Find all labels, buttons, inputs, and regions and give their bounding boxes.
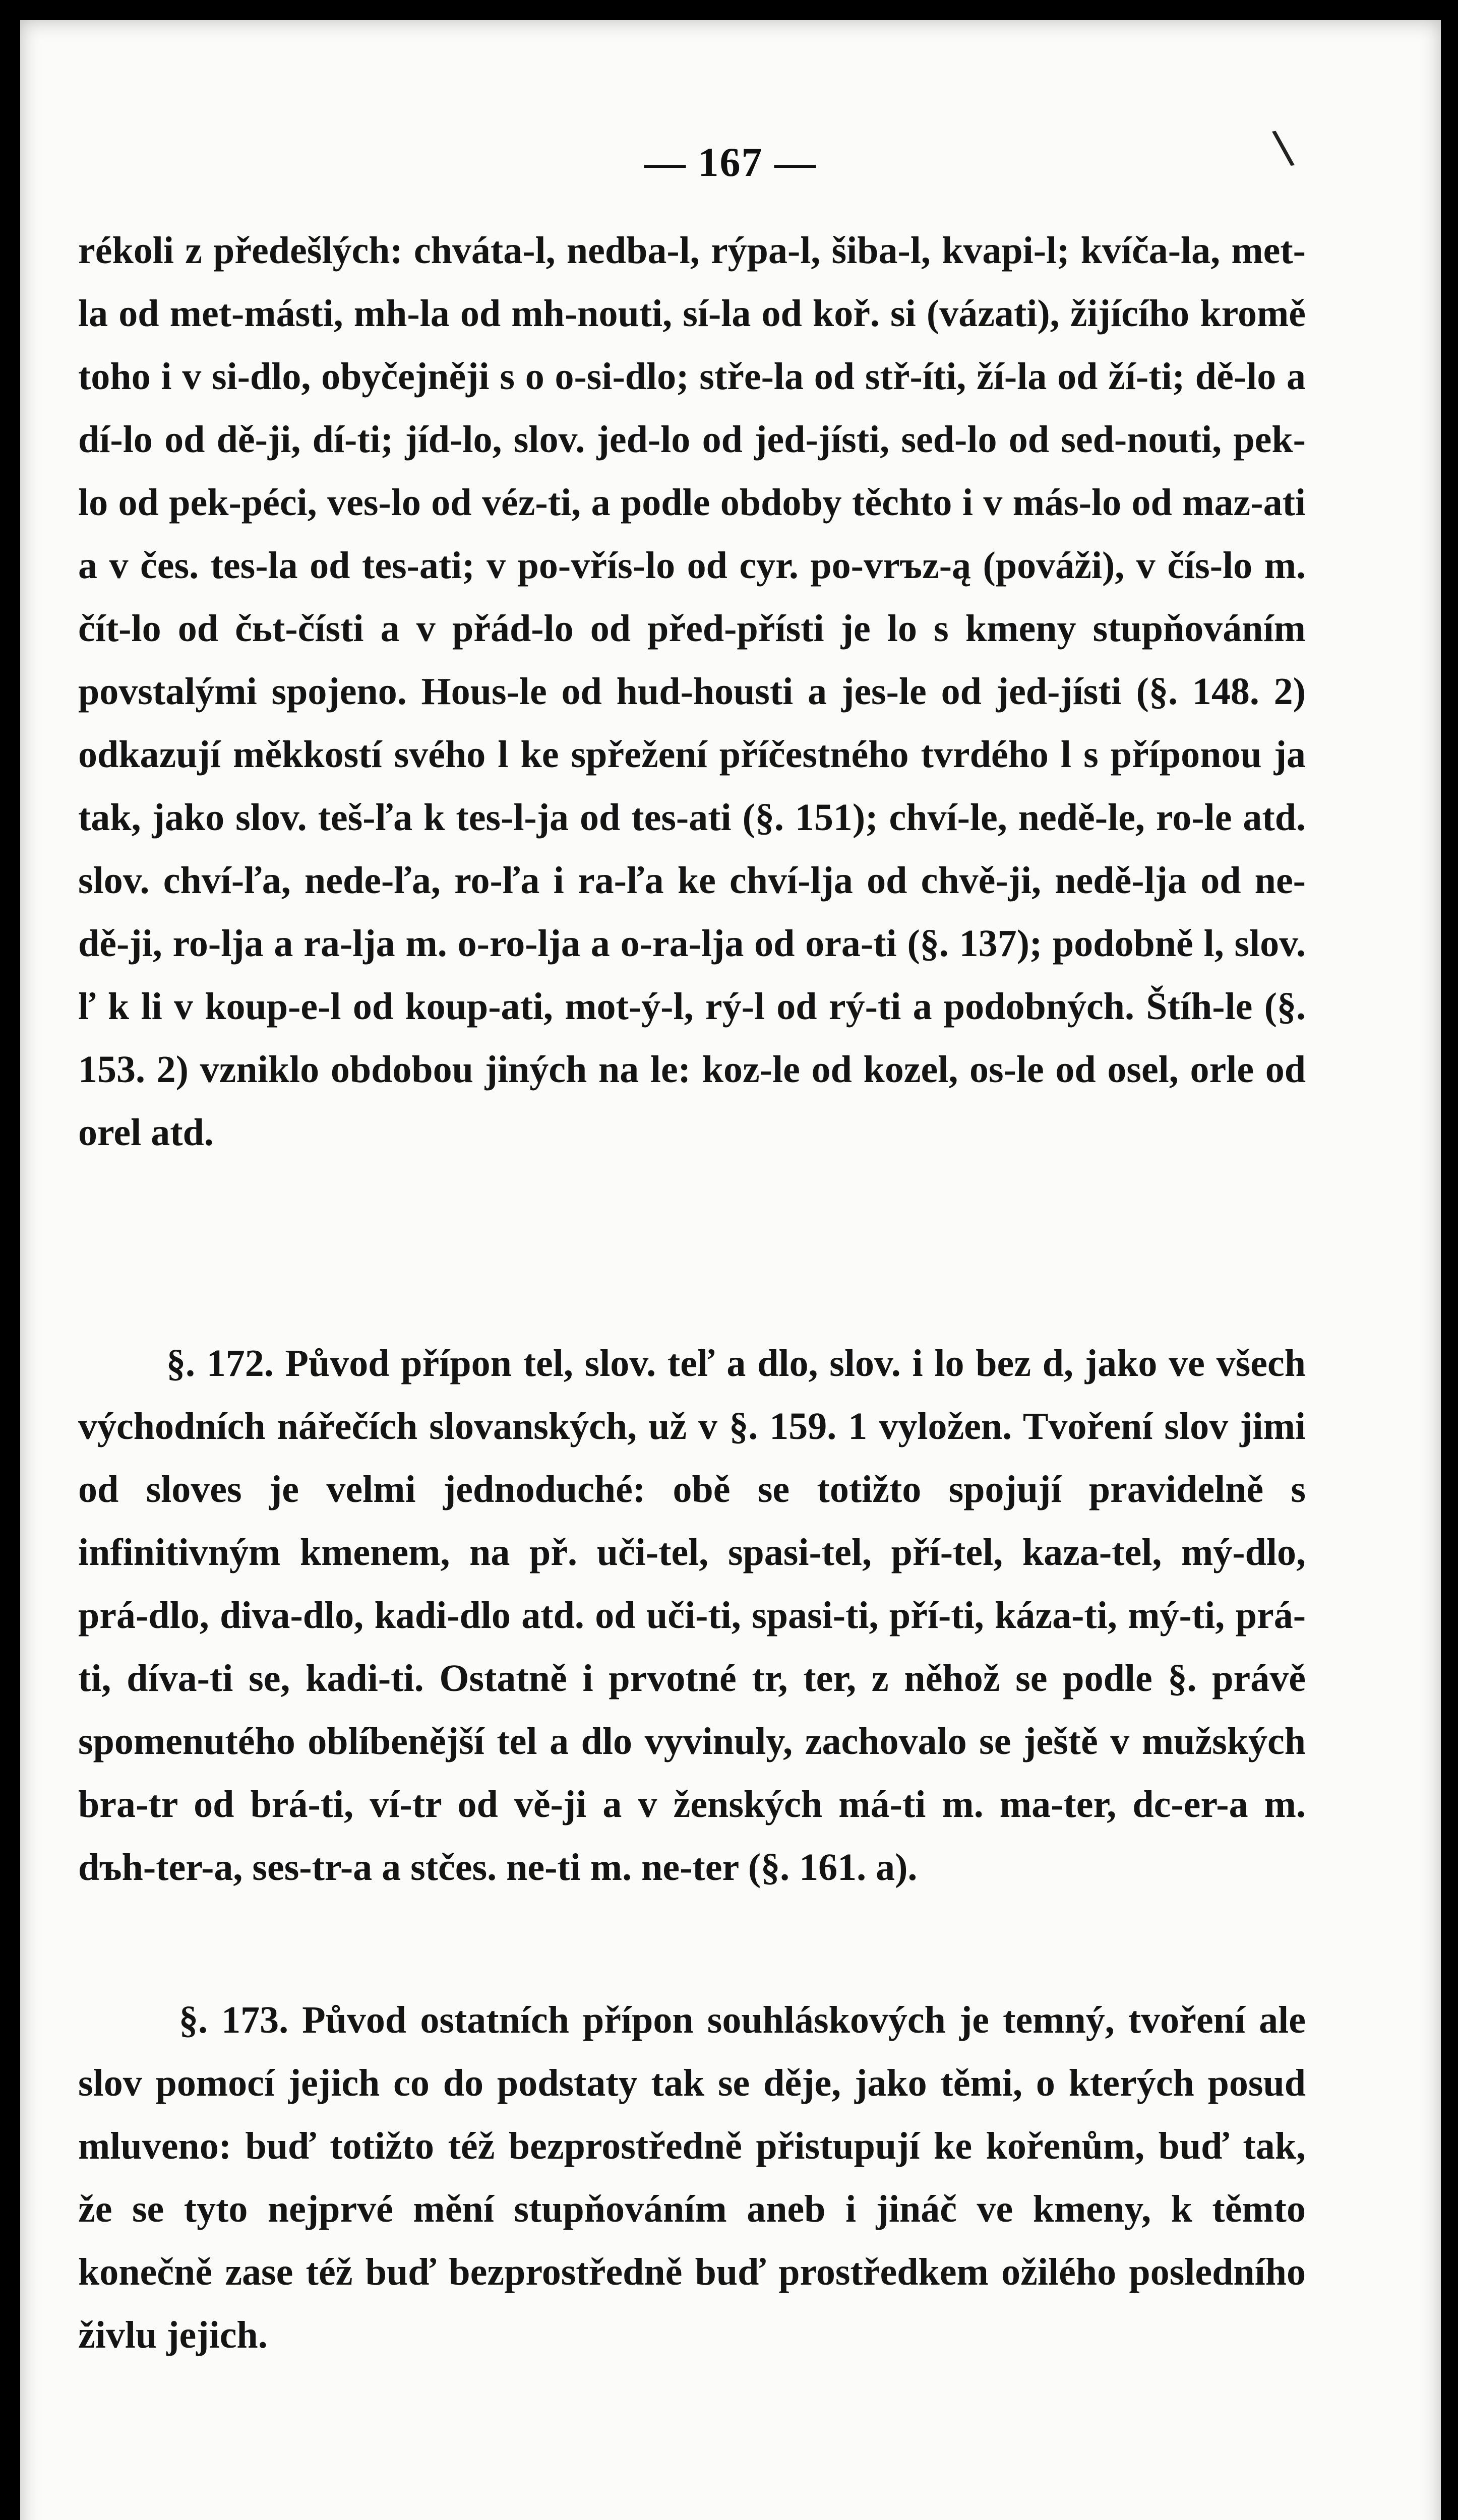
paragraph-continuation: rékoli z předešlých: chváta-l, nedba-l, rýpa-l, šiba-l, kvapi-l; kvíča-la, met-la od met-másti, mh-la od mh-nouti, sí-la od koř. si (vázati), žijícího kromě toho i v si-dlo, obyčejněji s o o-si-dlo; stře-la od stř-íti, ží-la od ží-ti; dě-lo a dí-lo od dě-ji, dí-ti; jíd-lo, slov. jed-lo od jed-jísti, sed-lo od sed-nouti, pek-lo od pek-péci, ves-lo od véz-ti, a podle obdoby těchto i v más-lo od maz-ati a v čes. tes-la od tes-ati; v po-vřís-lo od cyr. po-vrъz-ą (pováži), v čís-lo m. čít-lo od čьt-čísti a v přád-lo od před-přísti je lo s kmeny stupňováním povstalými spojeno. Hous-le od hud-housti a jes-le od jed-jísti (§. 148. 2) odkazují měkkostí svého l ke spřežení příčestného tvrdého l s příponou ja tak, jako slov. teš-ľa k tes-l-ja od tes-ati (§. 151); chví-le, nedě-le, ro-le atd. slov. chví-ľa, nede-ľa, ro-ľa i ra-ľa ke chví-lja od chvě-ji, nedě-lja od ne-dě-ji, ro-lja a ra-lja m. o-ro-lja a o-ra-lja od ora-ti (§. 137); podobně l, slov. ľ k li v koup-e-l od koup-ati, mot-ý-l, rý-l od rý-ti a podobných. Štíh-le (§. 153. 2) vzniklo obdobou jiných na le: koz-le od kozel, os-le od osel, orle od orel atd. [78,229,1306,1154]
text-block-2 [78,1332,1306,1899]
book-page [20,20,1441,2520]
margin-mark: \ [1270,116,1296,179]
page-number: — 167 — [644,139,817,185]
text-block-3 [78,1989,1306,2367]
paragraph-section-173: §. 173. Původ ostatních přípon souhláskových je temný, tvoření ale slov pomocí jejich co do podstaty tak se děje, jako těmi, o kterých posud mluveno: buď totižto též bezprostředně přistupují ke kořenům, buď tak, že se tyto nejprvé mění stupňováním aneb i jináč ve kmeny, k těmto konečně zase též buď bezprostředně buď prostředkem ožilého posledního živlu jejich. [78,1999,1306,2356]
text-block-1 [78,219,1306,1164]
paragraph-section-172: §. 172. Původ přípon tel, slov. teľ a dlo, slov. i lo bez d, jako ve všech východních nářečích slovanských, už v §. 159. 1 vyložen. Tvoření slov jimi od sloves je velmi jednoduché: obě se totižto spojují pravidelně s infinitivným kmenem, na př. uči-tel, spasi-tel, pří-tel, kaza-tel, mý-dlo, prá-dlo, diva-dlo, kadi-dlo atd. od uči-ti, spasi-ti, pří-ti, káza-ti, mý-ti, prá-ti, díva-ti se, kadi-ti. Ostatně i prvotné tr, ter, z něhož se podle §. právě spomenutého oblíbenější tel a dlo vyvinuly, zachovalo se ještě v mužských bra-tr od brá-ti, ví-tr od vě-ji a v ženských má-ti m. ma-ter, dc-er-a m. dъh-ter-a, ses-tr-a a stčes. ne-ti m. ne-ter (§. 161. a). [78,1342,1306,1888]
